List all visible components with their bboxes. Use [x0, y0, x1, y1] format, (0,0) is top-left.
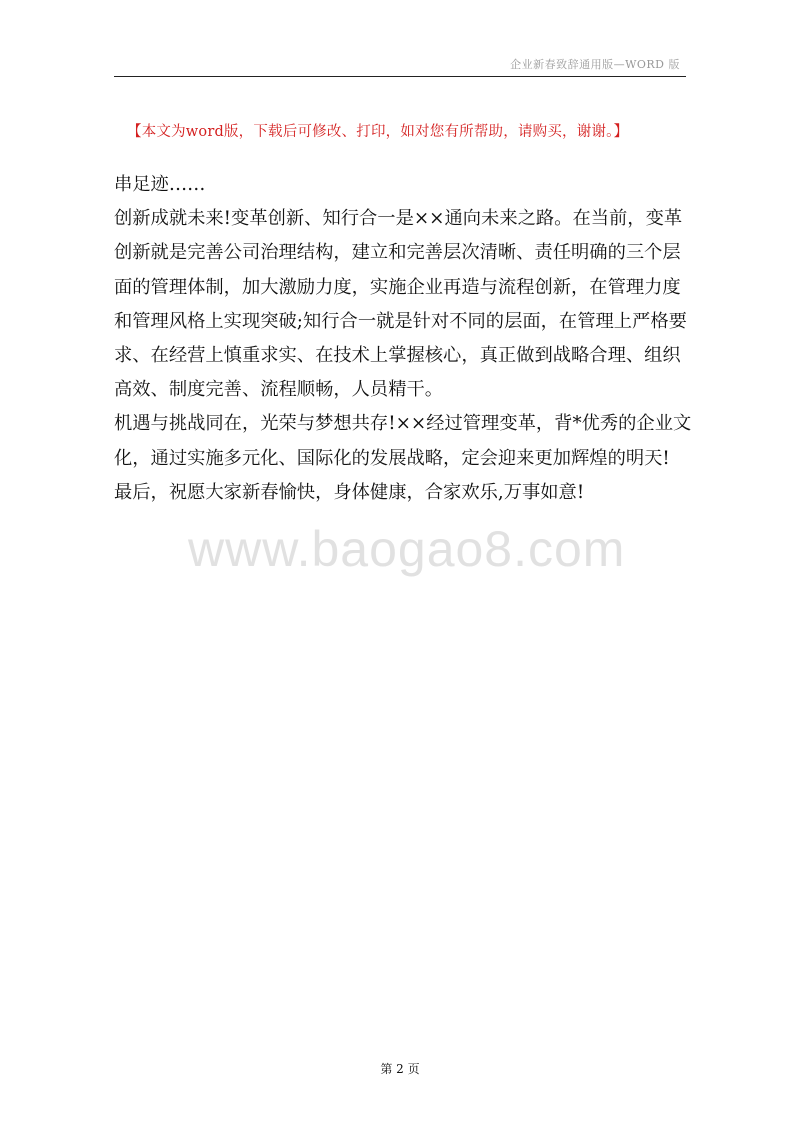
page-header — [114, 54, 686, 77]
paragraph: 串足迹…… — [114, 174, 206, 195]
purchase-notice: 【本文为word版，下载后可修改、打印，如对您有所帮助，请购买，谢谢。】 — [127, 124, 629, 140]
paragraph: 创新成就未来!变革创新、知行合一是××通向未来之路。在当前，变革创新就是完善公司治理结构，建立和完善层次清晰、责任明确的三个层面的管理体制，加大激励力度，实施企业再造与流程创新，在管理力度和管理风格上实现突破;知行合一就是针对不同的层面，在管理上严格要求、在经营上慎重求实、在技术上掌握核心，真正做到战略合理、组织高效、制度完善、流程顺畅，人员精干。 — [114, 208, 687, 401]
document-body — [114, 168, 694, 510]
paragraph: 机遇与挑战同在，光荣与梦想共存!××经过管理变革，背*优秀的企业文化，通过实施多元化、国际化的发展战略，定会迎来更加辉煌的明天! — [114, 413, 692, 469]
watermark: www.baogao8.com — [188, 521, 626, 577]
header-title: 企业新春致辞通用版—WORD 版 — [510, 58, 680, 71]
page-number: 第 2 页 — [380, 1062, 420, 1076]
paragraph: 最后，祝愿大家新春愉快，身体健康，合家欢乐,万事如意! — [114, 481, 585, 503]
